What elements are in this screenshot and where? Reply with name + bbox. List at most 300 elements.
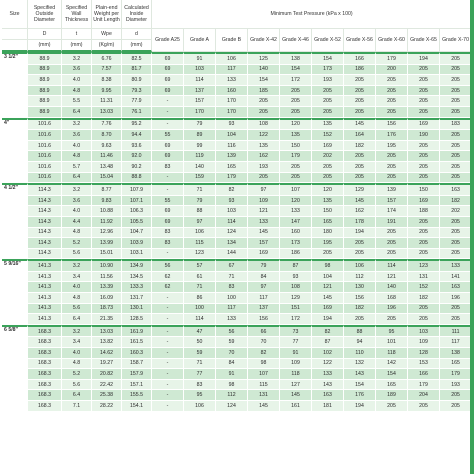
table-cell: 103.9 xyxy=(122,238,152,249)
table-cell: 168.3 xyxy=(28,390,62,401)
table-row xyxy=(2,65,472,76)
header-unit-od: (mm) xyxy=(28,40,62,52)
table-row xyxy=(2,369,472,380)
table-cell: 205 xyxy=(280,162,312,173)
table-cell: - xyxy=(152,173,184,184)
table-cell: 119 xyxy=(184,151,216,162)
table-row xyxy=(2,151,472,162)
table-cell: 174 xyxy=(376,206,408,217)
table-cell: 62 xyxy=(152,272,184,283)
table-cell: 103.1 xyxy=(122,249,152,260)
table-cell: 158.7 xyxy=(122,359,152,370)
table-row xyxy=(2,380,472,391)
table-cell: 3.4 xyxy=(62,337,92,348)
table-cell: 141.3 xyxy=(28,282,62,293)
table-cell: 182 xyxy=(344,141,376,152)
table-cell: 4.8 xyxy=(62,293,92,304)
table-cell: 4.8 xyxy=(62,359,92,370)
table-cell: 163 xyxy=(312,390,344,401)
table-cell: 83 xyxy=(216,282,248,293)
table-cell: 156 xyxy=(344,293,376,304)
table-cell: 168.3 xyxy=(28,359,62,370)
table-cell: 13.48 xyxy=(92,162,122,173)
test-pressure-table xyxy=(2,0,472,412)
table-cell: 12.96 xyxy=(92,228,122,239)
table-cell: 21.35 xyxy=(92,314,122,325)
header-weight: Plain-end Weight per Unit Length xyxy=(92,0,122,29)
table-cell: 160 xyxy=(280,228,312,239)
table-cell: 13.03 xyxy=(92,107,122,118)
table-cell: 114 xyxy=(184,75,216,86)
table-cell: 25.38 xyxy=(92,390,122,401)
table-cell: - xyxy=(152,96,184,107)
table-row xyxy=(2,348,472,359)
table-row xyxy=(2,52,472,65)
table-cell: 79 xyxy=(248,259,280,272)
table-cell: 157 xyxy=(376,196,408,207)
table-cell: 193 xyxy=(440,380,472,391)
table-cell: 66 xyxy=(248,325,280,338)
table-cell: 114.3 xyxy=(28,196,62,207)
table-cell: 173 xyxy=(312,65,344,76)
table-cell: 70 xyxy=(216,348,248,359)
table-cell: 205 xyxy=(344,86,376,97)
table-cell: 190 xyxy=(408,130,440,141)
table-cell: 10.90 xyxy=(92,259,122,272)
table-cell: 202 xyxy=(312,151,344,162)
table-cell: - xyxy=(152,293,184,304)
table-cell: 11.31 xyxy=(92,96,122,107)
table-row xyxy=(2,325,472,338)
table-cell: 55 xyxy=(152,130,184,141)
table-cell: 97 xyxy=(248,282,280,293)
table-cell: 114.3 xyxy=(28,238,62,249)
table-cell: - xyxy=(152,183,184,196)
header-unit-id: (mm) xyxy=(122,40,152,52)
table-cell: 173 xyxy=(280,238,312,249)
table-row xyxy=(2,314,472,325)
table-cell: 69 xyxy=(152,52,184,65)
table-cell: 154 xyxy=(376,369,408,380)
table-cell: 157.9 xyxy=(122,369,152,380)
table-row xyxy=(2,75,472,86)
table-cell: 5.6 xyxy=(62,304,92,315)
table-cell: 47 xyxy=(184,325,216,338)
table-cell: 168.3 xyxy=(28,337,62,348)
table-cell: 4.0 xyxy=(62,206,92,217)
table-cell: 103 xyxy=(184,65,216,76)
table-cell: 69 xyxy=(152,75,184,86)
table-cell: 139 xyxy=(376,183,408,196)
table-cell: 205 xyxy=(408,314,440,325)
table-cell: 125 xyxy=(248,52,280,65)
table-cell: 205 xyxy=(408,173,440,184)
table-cell: 4.0 xyxy=(62,75,92,86)
table-cell: 83 xyxy=(152,228,184,239)
table-cell: 122 xyxy=(312,359,344,370)
table-cell: 161 xyxy=(280,401,312,412)
table-cell: 131 xyxy=(408,272,440,283)
table-cell: 5.6 xyxy=(62,380,92,391)
table-cell: 205 xyxy=(408,107,440,118)
table-cell: 179 xyxy=(216,173,248,184)
table-cell: 139 xyxy=(216,151,248,162)
table-cell: 88.9 xyxy=(28,52,62,65)
table-cell: 205 xyxy=(312,96,344,107)
table-cell: 128 xyxy=(408,348,440,359)
accent-bar xyxy=(470,0,474,474)
table-cell: 3.6 xyxy=(62,196,92,207)
table-cell: 205 xyxy=(344,249,376,260)
table-cell: 116 xyxy=(216,141,248,152)
table-cell: 195 xyxy=(312,238,344,249)
table-cell: 77.9 xyxy=(122,96,152,107)
table-cell: 112 xyxy=(344,272,376,283)
table-cell: 100 xyxy=(216,293,248,304)
table-cell: 152 xyxy=(312,130,344,141)
table-cell: 83 xyxy=(184,380,216,391)
table-cell: 93 xyxy=(280,272,312,283)
table-cell: 130 xyxy=(344,282,376,293)
table-cell: 204 xyxy=(408,390,440,401)
table-cell: 101.6 xyxy=(28,130,62,141)
table-cell: 133 xyxy=(248,217,280,228)
header-pressure-title: Minimum Test Pressure (kPa x 100) xyxy=(152,0,472,29)
table-cell: 205 xyxy=(344,75,376,86)
table-cell: 138 xyxy=(280,52,312,65)
table-cell: 106 xyxy=(184,228,216,239)
table-cell: 114 xyxy=(376,259,408,272)
table-cell: 154.1 xyxy=(122,401,152,412)
table-cell: 165 xyxy=(312,217,344,228)
table-cell: 141.3 xyxy=(28,314,62,325)
table-cell: 101.6 xyxy=(28,118,62,131)
table-row xyxy=(2,217,472,228)
table-cell: 163 xyxy=(440,282,472,293)
table-cell: 107 xyxy=(248,369,280,380)
header-outside-diameter: Specified Outside Diameter xyxy=(28,0,62,29)
header-grade: Grade A25 xyxy=(152,29,184,52)
table-cell: 133 xyxy=(280,206,312,217)
table-cell: - xyxy=(152,337,184,348)
table-cell: 156 xyxy=(376,118,408,131)
table-cell: 121 xyxy=(248,206,280,217)
table-row xyxy=(2,96,472,107)
table-cell: 122 xyxy=(248,130,280,141)
table-cell: 205 xyxy=(440,130,472,141)
header-sym-id: d xyxy=(122,29,152,40)
table-row xyxy=(2,304,472,315)
table-cell: 114.3 xyxy=(28,183,62,196)
table-cell: 165 xyxy=(376,380,408,391)
table-cell: 69 xyxy=(152,141,184,152)
table-cell: 84 xyxy=(216,359,248,370)
table-cell: 138 xyxy=(440,348,472,359)
table-cell: 8.38 xyxy=(92,75,122,86)
table-cell: 5.2 xyxy=(62,369,92,380)
table-row xyxy=(2,183,472,196)
size-label: 4" xyxy=(2,118,28,184)
table-cell: 205 xyxy=(440,65,472,76)
table-cell: 4.4 xyxy=(62,217,92,228)
table-cell: 6.4 xyxy=(62,390,92,401)
table-cell: 69 xyxy=(152,151,184,162)
table-cell: 205 xyxy=(440,217,472,228)
table-cell: 205 xyxy=(440,162,472,173)
table-cell: 205 xyxy=(440,390,472,401)
table-cell: 155.5 xyxy=(122,390,152,401)
table-cell: 91 xyxy=(184,52,216,65)
table-cell: 134.9 xyxy=(122,259,152,272)
table-cell: - xyxy=(152,107,184,118)
table-cell: 82 xyxy=(248,348,280,359)
table-cell: 117 xyxy=(248,293,280,304)
table-cell: 153 xyxy=(408,359,440,370)
table-cell: 205 xyxy=(376,162,408,173)
table-cell: 143 xyxy=(344,369,376,380)
table-cell: 165 xyxy=(440,359,472,370)
table-cell: 90.2 xyxy=(122,162,152,173)
table-cell: 205 xyxy=(248,173,280,184)
table-cell: 121 xyxy=(312,282,344,293)
size-label: 6 5/8" xyxy=(2,325,28,412)
table-cell: 94 xyxy=(344,337,376,348)
table-cell: 205 xyxy=(312,86,344,97)
table-cell: 205 xyxy=(280,86,312,97)
table-cell: 205 xyxy=(440,151,472,162)
table-cell: 5.5 xyxy=(62,96,92,107)
table-cell: 154 xyxy=(312,52,344,65)
table-cell: 143 xyxy=(312,380,344,391)
table-cell: 145 xyxy=(344,118,376,131)
header-grade: Grade X-46 xyxy=(280,29,312,52)
table-cell: 102 xyxy=(312,348,344,359)
table-cell: 100 xyxy=(184,304,216,315)
table-cell: 205 xyxy=(376,107,408,118)
table-cell: 141 xyxy=(440,272,472,283)
table-cell: 71 xyxy=(184,359,216,370)
table-cell: 182 xyxy=(440,196,472,207)
table-cell: 162 xyxy=(344,206,376,217)
header-size-blank xyxy=(2,29,28,40)
table-cell: 3.2 xyxy=(62,259,92,272)
table-cell: 71 xyxy=(184,282,216,293)
table-cell: 168.3 xyxy=(28,348,62,359)
table-cell: 205 xyxy=(312,173,344,184)
table-cell: 91 xyxy=(216,369,248,380)
table-cell: 101.6 xyxy=(28,173,62,184)
table-cell: 123 xyxy=(184,249,216,260)
table-body xyxy=(2,52,472,412)
table-cell: 205 xyxy=(440,228,472,239)
table-cell: 169 xyxy=(312,304,344,315)
table-cell: 205 xyxy=(248,96,280,107)
table-cell: 7.57 xyxy=(92,65,122,76)
table-cell: 205 xyxy=(440,304,472,315)
table-cell: 169 xyxy=(408,196,440,207)
table-cell: 117 xyxy=(216,304,248,315)
table-cell: 13.99 xyxy=(92,238,122,249)
header-grade: Grade X-65 xyxy=(408,29,440,52)
table-cell: 9.83 xyxy=(92,196,122,207)
table-cell: 88.9 xyxy=(28,65,62,76)
table-cell: 141.3 xyxy=(28,293,62,304)
table-cell: 97 xyxy=(248,183,280,196)
table-cell: 61 xyxy=(184,272,216,283)
header-grade: Grade X-42 xyxy=(248,29,280,52)
table-cell: 76.1 xyxy=(122,107,152,118)
table-cell: 176 xyxy=(344,390,376,401)
table-cell: 15.04 xyxy=(92,173,122,184)
table-cell: 135 xyxy=(312,118,344,131)
table-cell: 180 xyxy=(312,228,344,239)
table-cell: 69 xyxy=(152,206,184,217)
table-cell: 131 xyxy=(248,390,280,401)
table-cell: 101.6 xyxy=(28,162,62,173)
table-cell: 205 xyxy=(312,162,344,173)
table-cell: 69 xyxy=(152,217,184,228)
table-cell: 108 xyxy=(280,282,312,293)
table-cell: 140 xyxy=(248,65,280,76)
table-cell: 3.6 xyxy=(62,130,92,141)
table-cell: 205 xyxy=(376,249,408,260)
table-cell: 109 xyxy=(280,359,312,370)
table-cell: 150 xyxy=(408,183,440,196)
table-cell: 128.5 xyxy=(122,314,152,325)
header-grade: Grade B xyxy=(216,29,248,52)
table-cell: 163 xyxy=(440,183,472,196)
table-cell: 168.3 xyxy=(28,401,62,412)
table-row xyxy=(2,162,472,173)
table-cell: 193 xyxy=(312,75,344,86)
table-cell: 86 xyxy=(184,293,216,304)
table-row xyxy=(2,118,472,131)
table-cell: 166 xyxy=(344,52,376,65)
table-cell: 205 xyxy=(408,238,440,249)
size-label: 5 9/16" xyxy=(2,259,28,325)
table-cell: 144 xyxy=(216,249,248,260)
table-row xyxy=(2,86,472,97)
table-cell: 205 xyxy=(408,151,440,162)
table-cell: 117 xyxy=(440,337,472,348)
table-cell: 6.76 xyxy=(92,52,122,65)
table-cell: 114.3 xyxy=(28,228,62,239)
table-cell: 176 xyxy=(376,130,408,141)
table-cell: 79.3 xyxy=(122,86,152,97)
table-cell: 5.2 xyxy=(62,238,92,249)
table-cell: 79 xyxy=(184,118,216,131)
table-cell: 93 xyxy=(216,118,248,131)
table-cell: 132 xyxy=(344,359,376,370)
table-cell: 124 xyxy=(216,401,248,412)
table-row xyxy=(2,206,472,217)
table-cell: 3.4 xyxy=(62,272,92,283)
table-cell: 87 xyxy=(312,337,344,348)
table-cell: 195 xyxy=(376,141,408,152)
table-cell: - xyxy=(152,359,184,370)
table-cell: 141.3 xyxy=(28,272,62,283)
table-cell: 123 xyxy=(408,259,440,272)
table-cell: 50 xyxy=(184,337,216,348)
table-cell: 59 xyxy=(184,348,216,359)
table-cell: 196 xyxy=(376,304,408,315)
table-cell: 111 xyxy=(440,325,472,338)
table-cell: 83 xyxy=(152,162,184,173)
table-cell: 115 xyxy=(248,380,280,391)
table-cell: 109 xyxy=(248,196,280,207)
table-row xyxy=(2,337,472,348)
table-cell: 202 xyxy=(440,206,472,217)
table-cell: 205 xyxy=(408,162,440,173)
header-size: Size xyxy=(2,0,28,29)
table-cell: 186 xyxy=(344,65,376,76)
table-cell: 127 xyxy=(280,380,312,391)
table-cell: 93.6 xyxy=(122,141,152,152)
table-cell: 88 xyxy=(344,325,376,338)
table-cell: 161.5 xyxy=(122,337,152,348)
table-cell: 205 xyxy=(440,314,472,325)
table-cell: 205 xyxy=(376,75,408,86)
table-header xyxy=(2,0,472,52)
table-row xyxy=(2,130,472,141)
table-cell: 69 xyxy=(152,86,184,97)
table-cell: 28.22 xyxy=(92,401,122,412)
table-row xyxy=(2,401,472,412)
table-row xyxy=(2,228,472,239)
table-row xyxy=(2,238,472,249)
table-cell: 152 xyxy=(408,282,440,293)
table-cell: 205 xyxy=(440,401,472,412)
table-cell: 88.9 xyxy=(28,75,62,86)
table-cell: 186 xyxy=(280,249,312,260)
table-cell: 88.9 xyxy=(28,86,62,97)
table-cell: 205 xyxy=(408,86,440,97)
table-cell: 183 xyxy=(440,118,472,131)
table-cell: 4.8 xyxy=(62,151,92,162)
table-cell: 88.9 xyxy=(28,107,62,118)
table-cell: 140 xyxy=(376,282,408,293)
table-cell: 99 xyxy=(184,141,216,152)
table-cell: 133.3 xyxy=(122,282,152,293)
table-cell: 106 xyxy=(184,401,216,412)
table-cell: 156 xyxy=(248,314,280,325)
table-cell: 15.01 xyxy=(92,249,122,260)
table-cell: 205 xyxy=(440,173,472,184)
table-cell: 168 xyxy=(376,293,408,304)
table-cell: 159 xyxy=(184,173,216,184)
table-cell: 95 xyxy=(184,390,216,401)
table-cell: 205 xyxy=(280,107,312,118)
table-cell: 101.6 xyxy=(28,141,62,152)
table-row xyxy=(2,282,472,293)
table-cell: 89 xyxy=(184,130,216,141)
table-cell: 13.39 xyxy=(92,282,122,293)
table-cell: 114.3 xyxy=(28,217,62,228)
table-cell: 172 xyxy=(280,75,312,86)
table-cell: 114.3 xyxy=(28,249,62,260)
table-cell: 97 xyxy=(184,217,216,228)
table-cell: 81.7 xyxy=(122,65,152,76)
table-row xyxy=(2,293,472,304)
table-cell: 164 xyxy=(344,130,376,141)
table-cell: 135 xyxy=(280,130,312,141)
table-cell: - xyxy=(152,325,184,338)
table-cell: 179 xyxy=(280,151,312,162)
table-cell: 205 xyxy=(408,401,440,412)
table-cell: 110 xyxy=(344,348,376,359)
table-cell: 88 xyxy=(184,206,216,217)
table-cell: 114 xyxy=(216,217,248,228)
